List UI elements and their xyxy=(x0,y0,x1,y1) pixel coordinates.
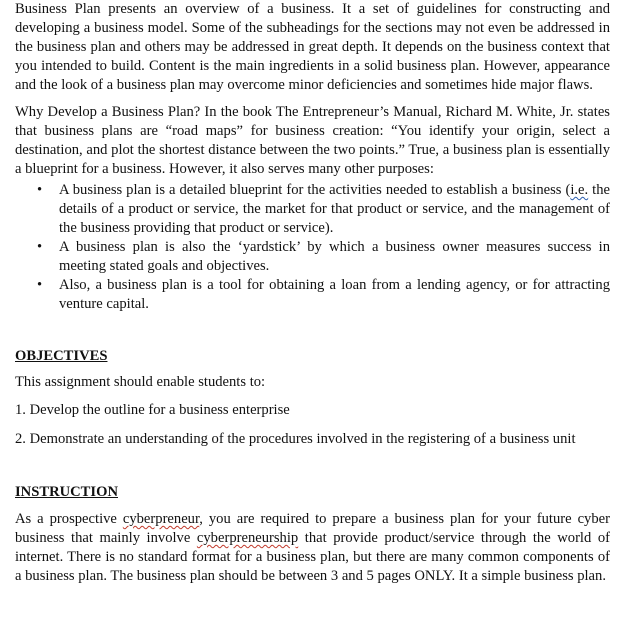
spelling-flag-cyberpreneur: cyberpreneur xyxy=(122,511,200,527)
instruction-paragraph xyxy=(15,510,610,586)
spelling-flag-cyberpreneurship: cyberpreneurship xyxy=(196,530,299,546)
objective-item-1: 1. Develop the outline for a business enterprise xyxy=(15,402,290,418)
grammar-flag-ie: i.e. xyxy=(570,182,589,198)
bullet-item-3-text: Also, a business plan is a tool for obtaining a loan from a lending agency, or for attracting venture capital. xyxy=(59,277,610,312)
bullet-marker: • xyxy=(37,182,43,198)
bullet-item-2 xyxy=(15,238,610,276)
intro-paragraph-1: Business Plan presents an overview of a business. It a set of guidelines for constructing and developing a business model. Some of the subheadings for the sections may not even be addressed in the business plan and others may be addressed in great depth. It depends on the business context that you intended to build. Content is the main ingredients in a solid business plan. However, appearance and the look of a business plan may overcome minor deficiencies and sometimes hide major flaws. xyxy=(15,1,610,93)
objective-item-2: 2. Demonstrate an understanding of the procedures involved in the registering of a business unit xyxy=(15,431,576,447)
instruction-text-part-1: As a prospective xyxy=(15,511,123,527)
bullet-item-1 xyxy=(15,181,610,238)
instruction-text-part-2: , you are required to prepare a business plan for your future cyber business that mainly involve xyxy=(15,511,610,546)
purpose-bullet-list xyxy=(15,181,610,314)
bullet-item-2-text: A business plan is also the ‘yardstick’ by which a business owner measures success in meeting stated goals and objectives. xyxy=(59,239,610,274)
instruction-text-part-3: that provide product/service through the world of internet. There is no standard format for a business plan, but there are many common components of a business plan. The business plan should be between 3 and 5 pages ONLY. It a simple business plan. xyxy=(15,530,611,584)
instruction-heading: INSTRUCTION xyxy=(15,484,118,500)
objectives-intro: This assignment should enable students to: xyxy=(15,374,266,390)
intro-paragraph-2: Why Develop a Business Plan? In the book The Entrepreneur’s Manual, Richard M. White, Jr. states that business plans are “road maps” for business creation: “You identify your origin, select a destination, and plot the shortest distance between the two points.” True, a business plan is essentially a blueprint for a business. However, it also serves many other purposes: xyxy=(15,104,610,177)
bullet-marker: • xyxy=(37,277,43,293)
objectives-heading: OBJECTIVES xyxy=(15,348,108,364)
bullet-item-1-text-b: the details of a product or service, the market for that product or service, and the management of the business providing that product or service). xyxy=(59,182,610,236)
bullet-item-3 xyxy=(15,276,610,314)
bullet-item-1-text-a: A business plan is a detailed blueprint for the activities needed to establish a business ( xyxy=(59,182,571,198)
bullet-marker: • xyxy=(37,239,43,255)
